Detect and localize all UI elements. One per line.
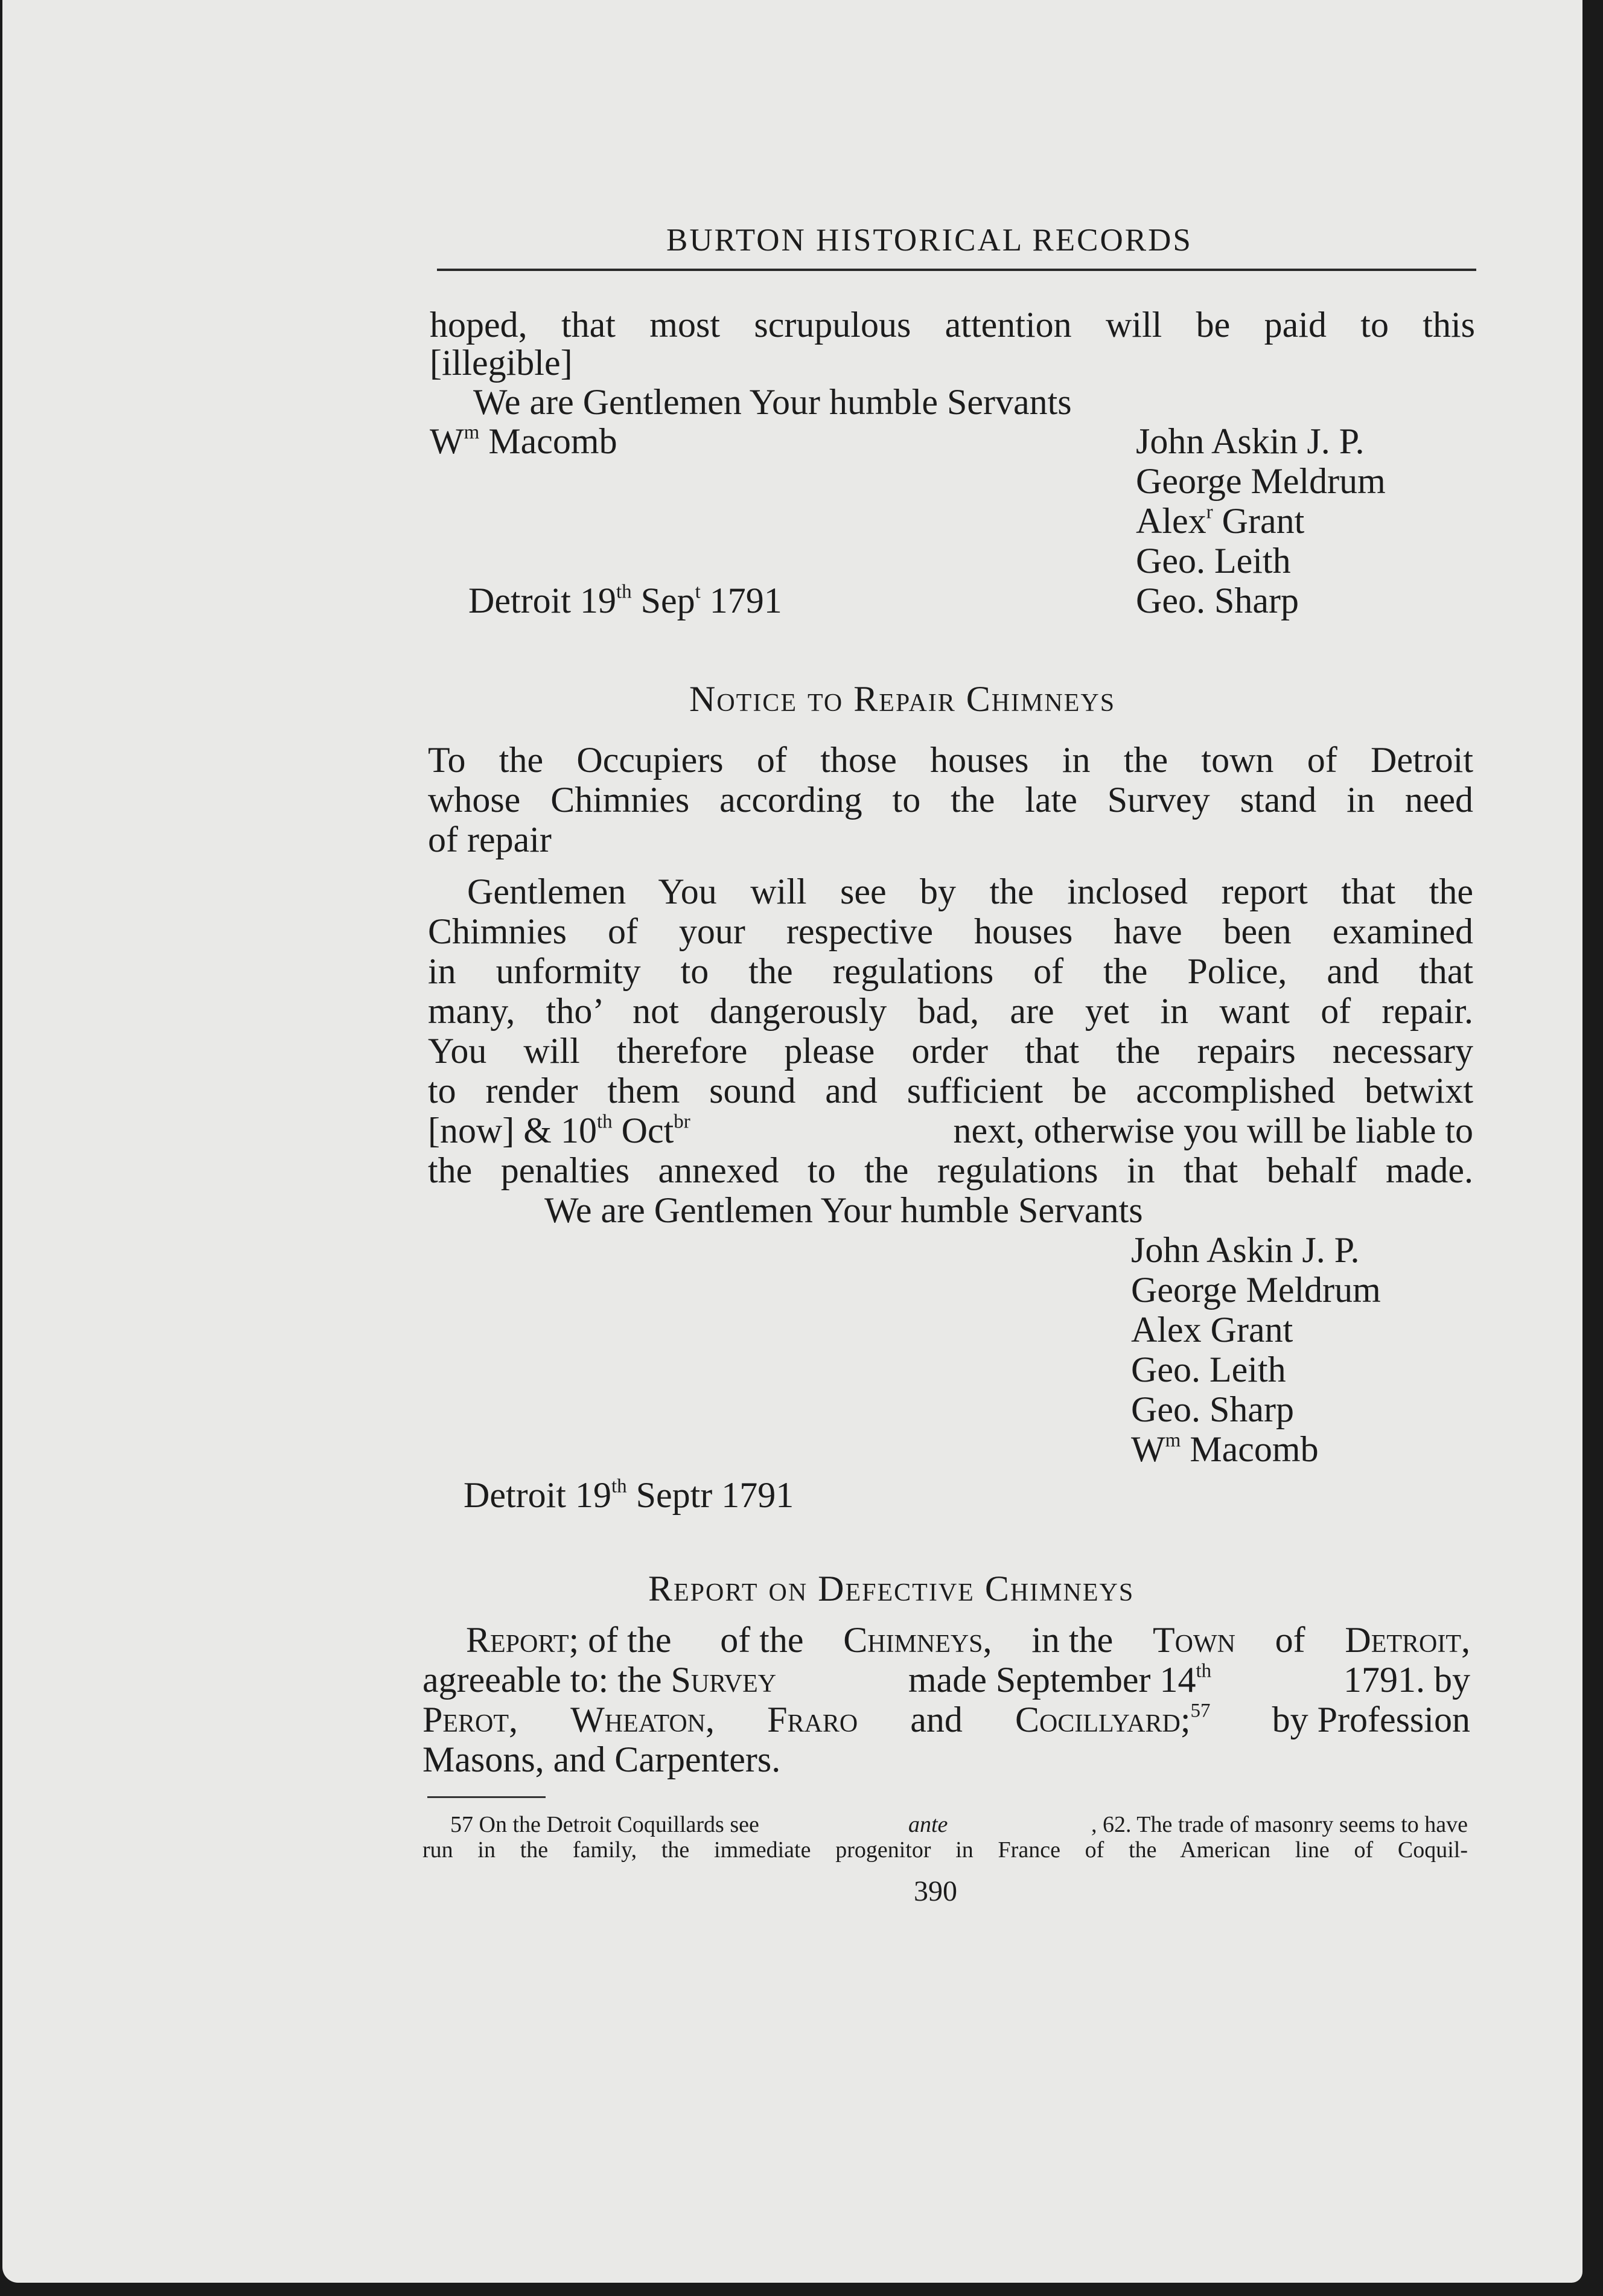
- body-line: the penalties annexed to the regulations in that behalf made.: [428, 1150, 1473, 1190]
- signer: John Askin J. P.: [1136, 421, 1365, 461]
- signer: Geo. Sharp: [1131, 1389, 1294, 1429]
- body-line: Perot, Wheaton, Fraro and Cocillyard;$^{57}$ by Profession: [422, 1700, 1470, 1740]
- signer: Alex$^r$ Grant: [1136, 501, 1305, 541]
- notice-date: Detroit 19th Septr 1791: [464, 1475, 794, 1515]
- body-line: Gentlemen You will see by the inclosed report that the: [467, 872, 1473, 911]
- footnote-rule: [427, 1796, 546, 1798]
- body-line: to render them sound and sufficient be accomplished betwixt: [428, 1071, 1473, 1111]
- body-line: many, tho’ not dangerously bad, are yet in want of repair.: [428, 991, 1473, 1031]
- body-line: [illegible]: [430, 343, 573, 383]
- signer: George Meldrum: [1136, 461, 1386, 501]
- closing-line: We are Gentlemen Your humble Servants: [544, 1190, 1143, 1230]
- body-line: [now] & 10th Oct$^{br}$ next, otherwise you will be liable to: [428, 1111, 1473, 1150]
- header-rule: [437, 269, 1476, 271]
- body-line: You will therefore please order that the repairs necessary: [428, 1031, 1473, 1071]
- body-line: Chimnies of your respective houses have been examined: [428, 911, 1473, 951]
- signer: $W^m$ Macomb: [1131, 1429, 1319, 1469]
- signer: Alex Grant: [1131, 1310, 1293, 1350]
- page-number: 390: [914, 1875, 957, 1907]
- body-line: agreeable to: the Survey made September 14th 1791. by: [422, 1660, 1470, 1700]
- body-line: Report; of the of the Chimneys, in the Town of Detroit,: [466, 1620, 1470, 1660]
- section-title: Report on Defective Chimneys: [648, 1569, 1135, 1609]
- signer: Geo. Sharp: [1136, 581, 1299, 620]
- footnote-line: 57 On the Detroit Coquillards see ante , 62. The trade of masonry seems to have: [450, 1812, 1468, 1837]
- signer: George Meldrum: [1131, 1270, 1381, 1310]
- body-line: of repair: [428, 820, 552, 859]
- body-line: Masons, and Carpenters.: [422, 1740, 781, 1779]
- signature-macomb: $W^m$ Macomb: [430, 421, 617, 461]
- closing-line: We are Gentlemen Your humble Servants: [473, 382, 1072, 422]
- signer: Geo. Leith: [1131, 1350, 1286, 1389]
- body-line: hoped, that most scrupulous attention will be paid to this: [430, 305, 1475, 345]
- signer: John Askin J. P.: [1131, 1230, 1360, 1270]
- running-header: BURTON HISTORICAL RECORDS: [666, 223, 1193, 258]
- section-title: Notice to Repair Chimneys: [689, 679, 1116, 719]
- body-line: whose Chimnies according to the late Survey stand in need: [428, 780, 1473, 820]
- page: [2, 0, 1582, 2283]
- letter-date: Detroit 19th Sep$^t$ 1791: [468, 581, 782, 620]
- body-line: in unformity to the regulations of the Police, and that: [428, 951, 1473, 991]
- signer: Geo. Leith: [1136, 541, 1291, 581]
- footnote-line: run in the family, the immediate progenitor in France of the American line of Coquil-: [422, 1837, 1468, 1863]
- body-line: To the Occupiers of those houses in the town of Detroit: [428, 740, 1473, 780]
